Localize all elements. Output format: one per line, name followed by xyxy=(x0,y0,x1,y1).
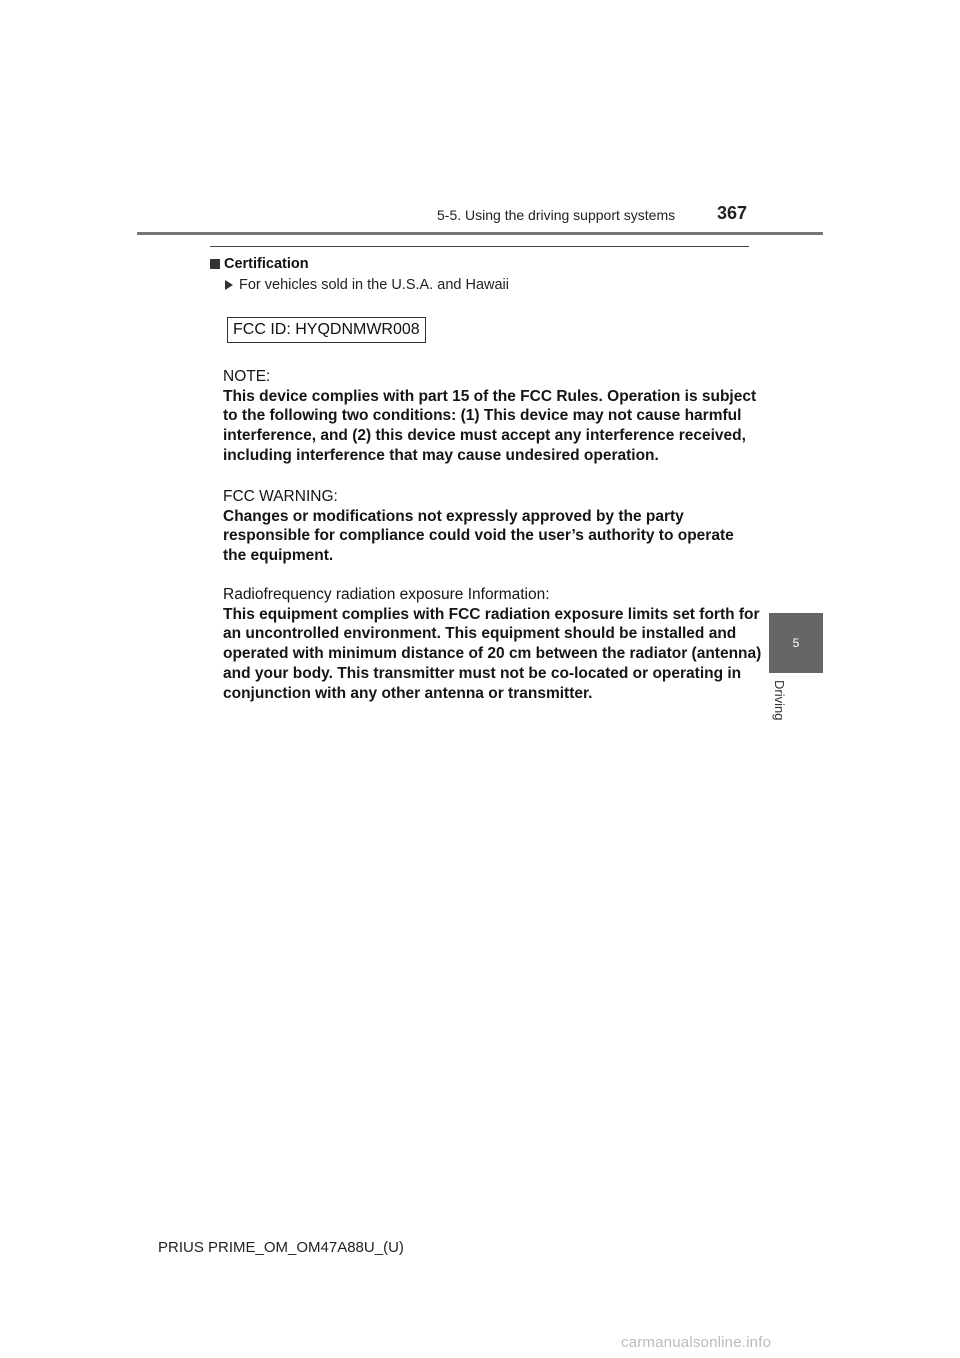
note-line: to the following two conditions: (1) This device may not cause harmful xyxy=(223,407,742,425)
header-section-title: 5-5. Using the driving support systems xyxy=(437,207,676,223)
chapter-label: Driving xyxy=(772,680,787,721)
note-line: including interference that may cause undesired operation. xyxy=(223,446,659,464)
footer-manual-code: PRIUS PRIME_OM_OM47A88U_(U) xyxy=(158,1239,404,1256)
fcc-warning-block xyxy=(223,487,734,566)
section-heading-text: Certification xyxy=(224,256,309,272)
radio-title: Radiofrequency radiation exposure Information: xyxy=(223,586,550,603)
chapter-number: 5 xyxy=(792,636,800,650)
content-divider xyxy=(210,246,749,247)
fcc-id-label: FCC ID: HYQDNMWR008 xyxy=(227,317,426,343)
fcc-note-block xyxy=(223,367,756,466)
note-line: interference, and (2) this device must accept any interference received, xyxy=(223,427,746,445)
warning-line: Changes or modifications not expressly approved by the party xyxy=(223,507,684,525)
section-heading xyxy=(210,256,309,272)
radio-line: operated with minimum distance of 20 cm between the radiator (antenna) xyxy=(223,645,762,663)
radio-line: This equipment complies with FCC radiation exposure limits set forth for xyxy=(223,605,760,623)
square-bullet-icon xyxy=(210,259,220,269)
page-number: 367 xyxy=(717,203,748,223)
sub-heading xyxy=(225,277,509,293)
sub-heading-text: For vehicles sold in the U.S.A. and Hawaii xyxy=(239,277,509,293)
note-line: This device complies with part 15 of the FCC Rules. Operation is subject xyxy=(223,387,757,405)
warning-title: FCC WARNING: xyxy=(223,488,338,505)
radio-line: conjunction with any other antenna or transmitter. xyxy=(223,684,593,702)
watermark: carmanualsonline.info xyxy=(621,1334,772,1351)
warning-line: the equipment. xyxy=(223,547,334,565)
radiation-info-block xyxy=(223,585,761,703)
warning-line: responsible for compliance could void the user’s authority to operate xyxy=(223,527,734,545)
triangle-bullet-icon xyxy=(225,280,233,290)
chapter-tab xyxy=(769,613,823,673)
radio-line: and your body. This transmitter must not be co-located or operating in xyxy=(223,664,742,682)
radio-line: an uncontrolled environment. This equipment should be installed and xyxy=(223,625,737,643)
header-divider xyxy=(137,232,823,235)
note-title: NOTE: xyxy=(223,368,271,385)
